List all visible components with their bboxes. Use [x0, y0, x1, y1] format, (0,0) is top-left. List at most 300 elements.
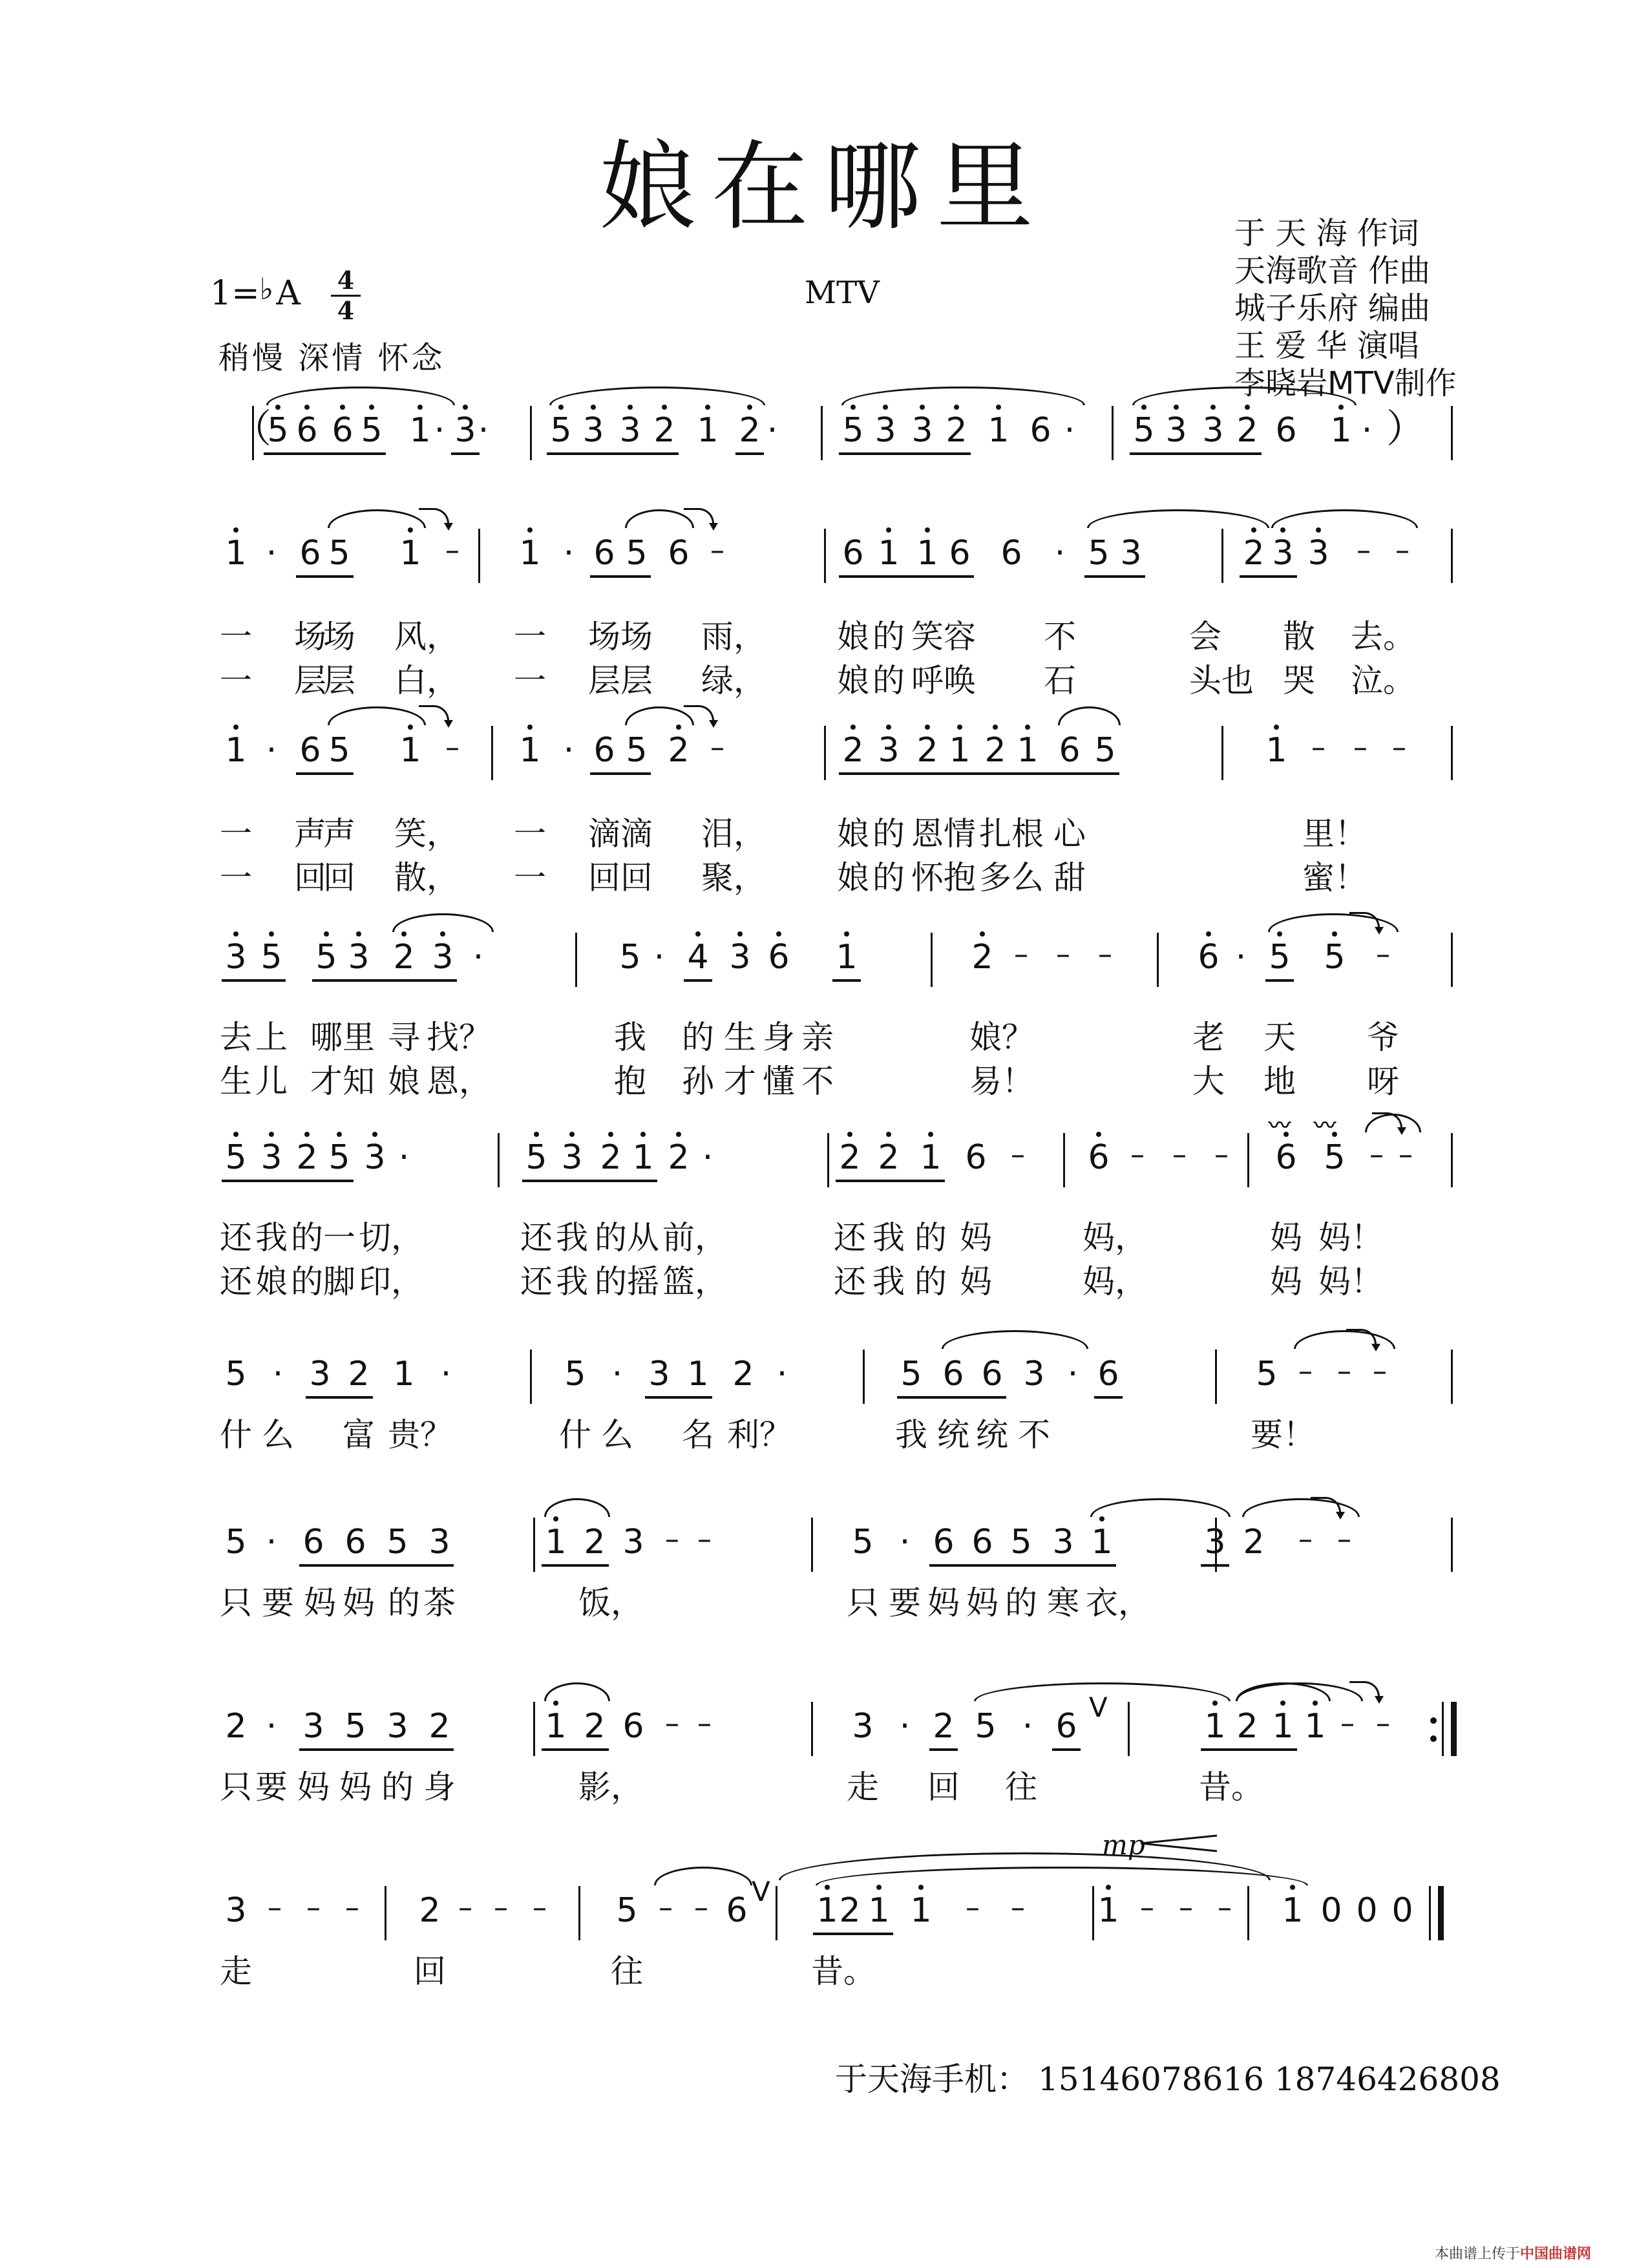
note: 1: [1017, 731, 1039, 770]
note: 6: [842, 534, 864, 573]
note: 1: [225, 534, 247, 573]
sustain-dash: –: [697, 1523, 712, 1556]
lyric-syllable: 散: [1283, 618, 1315, 655]
sustain-dash: –: [1392, 731, 1406, 764]
octave-dot-high: [1280, 1701, 1285, 1706]
octave-dot-high: [1099, 1516, 1104, 1521]
note: 3: [561, 1138, 583, 1177]
barline: [1112, 406, 1114, 460]
lyric-syllable: 泪，: [701, 815, 766, 853]
lyric-syllable: 扎: [979, 815, 1011, 853]
lyric-syllable: 只: [220, 1768, 252, 1806]
barline: [1451, 1133, 1453, 1187]
lyric-syllable: 回: [620, 859, 653, 896]
note: 3: [428, 1523, 450, 1562]
octave-dot-high: [993, 725, 998, 730]
score-line-5: [0, 1113, 1648, 1302]
octave-dot-high: [920, 405, 925, 410]
lyric-syllable: 里: [343, 1019, 375, 1056]
lyric-syllable: 统: [937, 1416, 969, 1454]
lyric-syllable: 回: [323, 859, 355, 896]
dot-rhythm: ·: [266, 731, 277, 770]
eighth-underline: [264, 452, 386, 455]
eighth-underline: [929, 1564, 1116, 1567]
lyric-syllable: 唤: [944, 662, 976, 699]
lyric-syllable: 聚，: [701, 859, 766, 896]
lyric-syllable: 什: [220, 1416, 252, 1454]
lyric-syllable: 找？: [427, 1019, 491, 1056]
sustain-dash: –: [1011, 1891, 1025, 1924]
sustain-dash: –: [1395, 534, 1410, 567]
lyric-syllable: 妈: [339, 1768, 372, 1806]
dot-rhythm: ·: [398, 1138, 410, 1177]
lyric-syllable: 要: [889, 1584, 921, 1622]
repeat-dot: [1430, 1735, 1437, 1742]
lyric-syllable: 容: [944, 618, 976, 655]
octave-dot-high: [275, 405, 280, 410]
octave-dot-high: [925, 527, 930, 533]
mordent-icon: 〰: [1314, 1113, 1336, 1139]
lyric-syllable: 绿，: [701, 662, 766, 699]
lyric-syllable: 滴: [588, 815, 620, 853]
barline: [1247, 1133, 1249, 1187]
barline: [821, 406, 823, 460]
lyric-syllable: 去: [220, 1019, 252, 1056]
credit-lyricist: 于 天 海 作词: [1234, 215, 1419, 251]
barline: [1128, 1702, 1130, 1756]
octave-dot-high: [401, 931, 407, 937]
octave-dot-high: [876, 1885, 882, 1890]
lyric-syllable: 大: [1192, 1063, 1225, 1100]
lyric-syllable: 恩: [911, 815, 944, 853]
eighth-underline: [296, 575, 354, 578]
eighth-underline: [1130, 452, 1262, 455]
lyric-syllable: 我: [255, 1219, 288, 1256]
note: 1: [949, 731, 971, 770]
octave-dot-high: [372, 1132, 377, 1137]
octave-dot-high: [662, 405, 667, 410]
note: 1: [1272, 1707, 1294, 1746]
note: 6: [299, 731, 321, 770]
octave-dot-high: [886, 1132, 891, 1137]
lyric-syllable: 场: [294, 618, 326, 655]
octave-dot-high: [1338, 405, 1344, 410]
note: 3: [1272, 534, 1294, 573]
note: 6: [299, 534, 321, 573]
dot-rhythm: ·: [563, 731, 575, 770]
lyric-syllable: 一: [514, 815, 546, 853]
eighth-underline: [1240, 575, 1297, 578]
note: 0: [1356, 1891, 1378, 1930]
note: 1: [920, 1138, 942, 1177]
note: 5: [525, 1138, 547, 1177]
octave-dot-high: [1245, 405, 1250, 410]
eighth-underline: [839, 452, 971, 455]
note: 5: [900, 1355, 922, 1394]
octave-dot-high: [747, 405, 752, 410]
lyric-syllable: 我: [556, 1263, 588, 1300]
note: 3: [619, 411, 641, 450]
sustain-dash: –: [1218, 1891, 1232, 1924]
credit-arranger: 城子乐府 编曲: [1234, 290, 1431, 326]
lyric-syllable: 回: [414, 1953, 446, 1990]
octave-dot-high: [676, 1132, 681, 1137]
octave-dot-high: [996, 405, 1001, 410]
barline: [827, 1133, 829, 1187]
note: 3: [878, 731, 900, 770]
note: 6: [942, 1355, 964, 1394]
eighth-underline: [1201, 1748, 1297, 1751]
note: 5: [315, 938, 337, 977]
note: 2: [428, 1707, 450, 1746]
sustain-dash: –: [1179, 1891, 1193, 1924]
lyric-syllable: 呼: [911, 662, 944, 699]
octave-dot-high: [1210, 405, 1216, 410]
dot-rhythm: ·: [1064, 411, 1075, 450]
note: 5: [626, 534, 648, 573]
note: 6: [1088, 1138, 1110, 1177]
lyric-syllable: 么: [262, 1416, 294, 1454]
lyric-syllable: 茶: [423, 1584, 456, 1622]
lyric-syllable: 去。: [1351, 618, 1415, 655]
lyric-syllable: 场: [588, 618, 620, 655]
sustain-dash: –: [533, 1891, 547, 1924]
note: 1: [399, 534, 421, 573]
note: 1: [519, 731, 541, 770]
lyric-syllable: 利？: [727, 1416, 792, 1454]
credit-singer: 王 爱 华 演唱: [1234, 328, 1419, 364]
note: 2: [225, 1707, 247, 1746]
octave-dot-high: [1096, 1132, 1101, 1137]
note: 1: [393, 1355, 415, 1394]
key-signature: 1=♭A: [210, 271, 301, 313]
lyric-syllable: 妈: [1270, 1219, 1302, 1256]
note: 6: [1000, 534, 1022, 573]
note: 1: [519, 534, 541, 573]
slide-hook: [1349, 912, 1380, 932]
lyric-syllable: 甜: [1053, 859, 1086, 896]
score-line-9: [0, 1829, 1648, 2055]
barline: [811, 1702, 813, 1756]
note: 5: [842, 411, 864, 450]
barline: [385, 1886, 386, 1940]
sustain-dash: –: [306, 1891, 321, 1924]
note: 3: [309, 1355, 331, 1394]
lyric-syllable: 脚: [323, 1263, 355, 1300]
octave-dot-high: [886, 527, 891, 533]
lyric-syllable: 不: [801, 1063, 834, 1100]
dot-rhythm: ·: [899, 1523, 911, 1562]
lyric-syllable: 头也: [1189, 662, 1254, 699]
eighth-underline: [299, 1564, 454, 1567]
tie-arc: [1058, 706, 1121, 725]
octave-dot-high: [1025, 725, 1030, 730]
lyric-syllable: 昔。: [811, 1953, 876, 1990]
eighth-underline: [222, 1180, 354, 1182]
breath-mark: V: [1089, 1691, 1108, 1723]
lyric-syllable: 抱: [944, 859, 976, 896]
lyric-syllable: 的: [682, 1019, 714, 1056]
lyric-syllable: 一: [323, 1219, 355, 1256]
note: 3: [386, 1707, 408, 1746]
lyric-syllable: 心: [1053, 815, 1086, 853]
sustain-dash: –: [1172, 1138, 1187, 1171]
note: 6: [726, 1891, 748, 1930]
barline: [533, 1518, 535, 1572]
note: 1: [1282, 1891, 1304, 1930]
note: 1: [836, 938, 858, 977]
note: 6: [1030, 411, 1051, 450]
note: 3: [911, 411, 933, 450]
lyric-syllable: 妈: [960, 1219, 992, 1256]
lyric-syllable: 泣。: [1351, 662, 1415, 699]
dot-rhythm: ·: [702, 1138, 713, 1177]
lyric-syllable: 生: [724, 1019, 756, 1056]
octave-dot-high: [356, 931, 361, 937]
lyric-syllable: 的: [1005, 1584, 1037, 1622]
note: 5: [225, 1138, 247, 1177]
note: 0: [1320, 1891, 1342, 1930]
sustain-dash: –: [1130, 1138, 1145, 1171]
lyric-syllable: 妈: [304, 1584, 336, 1622]
lyric-syllable: 贵？: [388, 1416, 452, 1454]
tie-arc: [266, 387, 455, 405]
lyric-syllable: 怀: [911, 859, 944, 896]
note: 5: [550, 411, 572, 450]
lyric-syllable: 哭: [1283, 662, 1315, 699]
sustain-dash: –: [1399, 1138, 1413, 1171]
note: 5: [1088, 534, 1110, 573]
octave-dot-high: [269, 1132, 274, 1137]
sustain-dash: –: [1011, 1138, 1025, 1171]
eighth-underline: [222, 979, 286, 982]
decrescendo-hairpin: [1141, 1834, 1218, 1854]
octave-dot-high: [340, 405, 345, 410]
phone-contact: 于天海手机： 15146078616 18746426808: [835, 2061, 1501, 2098]
sustain-dash: –: [697, 1707, 712, 1740]
eighth-underline: [542, 1748, 609, 1751]
lyric-syllable: 恩，: [427, 1063, 491, 1100]
octave-dot-high: [1251, 527, 1256, 533]
note: 5: [328, 731, 350, 770]
lyric-syllable: 娘: [837, 859, 869, 896]
barline: [776, 1886, 777, 1940]
octave-dot-high: [676, 725, 681, 730]
lyric-syllable: 呀: [1367, 1063, 1399, 1100]
note: 6: [1055, 1707, 1077, 1746]
note: 6: [593, 534, 615, 573]
octave-dot-high: [1280, 527, 1285, 533]
octave-dot-high: [534, 1132, 539, 1137]
note: 2: [842, 731, 864, 770]
octave-dot-high: [1141, 405, 1146, 410]
note: 3: [1204, 1523, 1226, 1562]
lyric-syllable: 妈: [297, 1768, 330, 1806]
note: 1: [868, 1891, 890, 1930]
note: 1: [225, 731, 247, 770]
note: 5: [328, 534, 350, 573]
lyric-syllable: 一: [514, 618, 546, 655]
sustain-dash: –: [665, 1707, 679, 1740]
dot-rhythm: ·: [611, 1355, 623, 1394]
octave-dot-high: [569, 1132, 575, 1137]
lyric-syllable: 寻: [388, 1019, 420, 1056]
eighth-underline: [1201, 1564, 1229, 1567]
note: 6: [971, 1523, 993, 1562]
lyric-syllable: 会: [1189, 618, 1221, 655]
note: 2: [933, 1707, 955, 1746]
barline: [824, 529, 826, 583]
eighth-underline: [306, 1396, 373, 1399]
sustain-dash: –: [1376, 1707, 1390, 1740]
lyric-syllable: 哪: [310, 1019, 343, 1056]
barline: [1451, 406, 1453, 460]
lyric-syllable: 往: [611, 1953, 643, 1990]
tie-arc: [549, 387, 765, 405]
lyric-syllable: 名: [682, 1416, 714, 1454]
lyric-syllable: 一: [220, 662, 252, 699]
lyric-syllable: 的: [914, 1263, 947, 1300]
sustain-dash: –: [458, 1891, 472, 1924]
barline: [863, 1350, 865, 1404]
note: 2: [393, 938, 415, 977]
sustain-dash: –: [1056, 938, 1070, 971]
octave-dot-high: [608, 1132, 613, 1137]
octave-dot-high: [1277, 931, 1282, 937]
note: 5: [1256, 1355, 1278, 1394]
note: 5: [619, 938, 641, 977]
note: 5: [267, 411, 289, 450]
sustain-dash: –: [345, 1891, 359, 1924]
octave-dot-high: [850, 725, 856, 730]
lyric-syllable: 昔。: [1199, 1768, 1263, 1806]
sustain-dash: –: [694, 1891, 708, 1924]
note: 5: [616, 1891, 638, 1930]
note: 6: [302, 1523, 324, 1562]
lyric-syllable: 声: [323, 815, 355, 853]
eighth-underline: [542, 1564, 609, 1567]
note: 5: [260, 938, 282, 977]
lyric-syllable: 前，: [662, 1219, 727, 1256]
score-line-3: [0, 731, 1648, 896]
lyric-syllable: 影，: [578, 1768, 643, 1806]
barline: [530, 406, 532, 460]
octave-dot-high: [705, 405, 710, 410]
octave-dot-high: [408, 527, 413, 533]
sustain-dash: –: [1298, 1355, 1313, 1388]
note: 2: [971, 938, 993, 977]
note: 3: [1307, 534, 1329, 573]
lyric-syllable: 层: [588, 662, 620, 699]
note: 2: [584, 1523, 606, 1562]
barline: [1442, 1702, 1444, 1756]
sustain-dash: –: [665, 1523, 679, 1556]
eighth-underline: [1265, 979, 1294, 982]
tie-arc: [392, 913, 494, 932]
barline: [1063, 1133, 1065, 1187]
note: 5: [564, 1355, 586, 1394]
lyric-syllable: 上: [255, 1019, 288, 1056]
lyric-syllable: 只: [847, 1584, 879, 1622]
dot-rhythm: ·: [266, 534, 277, 573]
note: 5: [1133, 411, 1155, 450]
note: 2: [668, 731, 690, 770]
eighth-underline: [590, 575, 651, 578]
note: 0: [1391, 1891, 1413, 1930]
slide-hook: [684, 705, 714, 725]
note: 6: [593, 731, 615, 770]
lyric-syllable: 妈！: [1318, 1263, 1383, 1300]
note: 1: [1204, 1707, 1226, 1746]
lyric-syllable: 饭，: [578, 1584, 643, 1622]
dot-rhythm: ·: [1022, 1707, 1033, 1746]
sustain-dash: –: [1140, 1891, 1154, 1924]
octave-dot-high: [233, 931, 238, 937]
phone-numbers: 15146078616 18746426808: [1038, 2061, 1501, 2098]
eighth-underline: [299, 1748, 454, 1751]
note: 6: [1097, 1355, 1119, 1394]
dot-rhythm: ·: [1235, 938, 1247, 977]
dot-rhythm: ·: [440, 1355, 452, 1394]
octave-dot-high: [1316, 527, 1321, 533]
octave-dot-high: [553, 1516, 558, 1521]
octave-dot-high: [233, 527, 238, 533]
lyric-syllable: 亲: [801, 1019, 834, 1056]
score-line-6: [0, 1357, 1648, 1519]
note: 1: [1304, 1707, 1326, 1746]
octave-dot-high: [847, 1132, 852, 1137]
octave-dot-high: [1212, 1701, 1218, 1706]
lyric-syllable: 的: [872, 859, 905, 896]
lyric-syllable: 层: [323, 662, 355, 699]
site-logo: 中国曲谱网: [1520, 2246, 1592, 2262]
octave-dot-high: [233, 1132, 238, 1137]
note: 6: [981, 1355, 1003, 1394]
dynamic-mp: mp: [1102, 1829, 1145, 1861]
eighth-underline: [451, 452, 480, 455]
note: 2: [916, 731, 938, 770]
dot-rhythm: ·: [266, 1523, 277, 1562]
lyric-syllable: 风，: [394, 618, 459, 655]
note: 2: [1236, 411, 1258, 450]
sustain-dash: –: [1298, 1523, 1313, 1556]
eighth-underline: [1094, 1396, 1123, 1399]
sustain-dash: –: [1369, 1138, 1384, 1171]
tempo-marking: 稍慢 深情 怀念: [218, 340, 445, 376]
lyric-syllable: 切，: [359, 1219, 423, 1256]
note: 2: [1243, 534, 1265, 573]
note: 5: [1324, 938, 1346, 977]
lyric-syllable: 妈，: [1083, 1263, 1147, 1300]
score-line-4: [0, 940, 1648, 1102]
note: 6: [1198, 938, 1220, 977]
lyric-syllable: 孙: [682, 1063, 714, 1100]
octave-dot-high: [527, 725, 533, 730]
sustain-dash: –: [710, 534, 724, 567]
slide-hook: [419, 705, 449, 725]
lyric-syllable: 衣，: [1086, 1584, 1150, 1622]
octave-dot-high: [980, 931, 985, 937]
eighth-underline: [836, 1180, 945, 1182]
eighth-underline: [832, 979, 861, 982]
octave-dot-high: [558, 405, 564, 410]
octave-dot-high: [928, 1132, 933, 1137]
note: 3: [348, 938, 370, 977]
score-line-8: [0, 1691, 1648, 1871]
note: 2: [419, 1891, 441, 1930]
note: 1: [545, 1707, 567, 1746]
barline: [1221, 529, 1223, 583]
